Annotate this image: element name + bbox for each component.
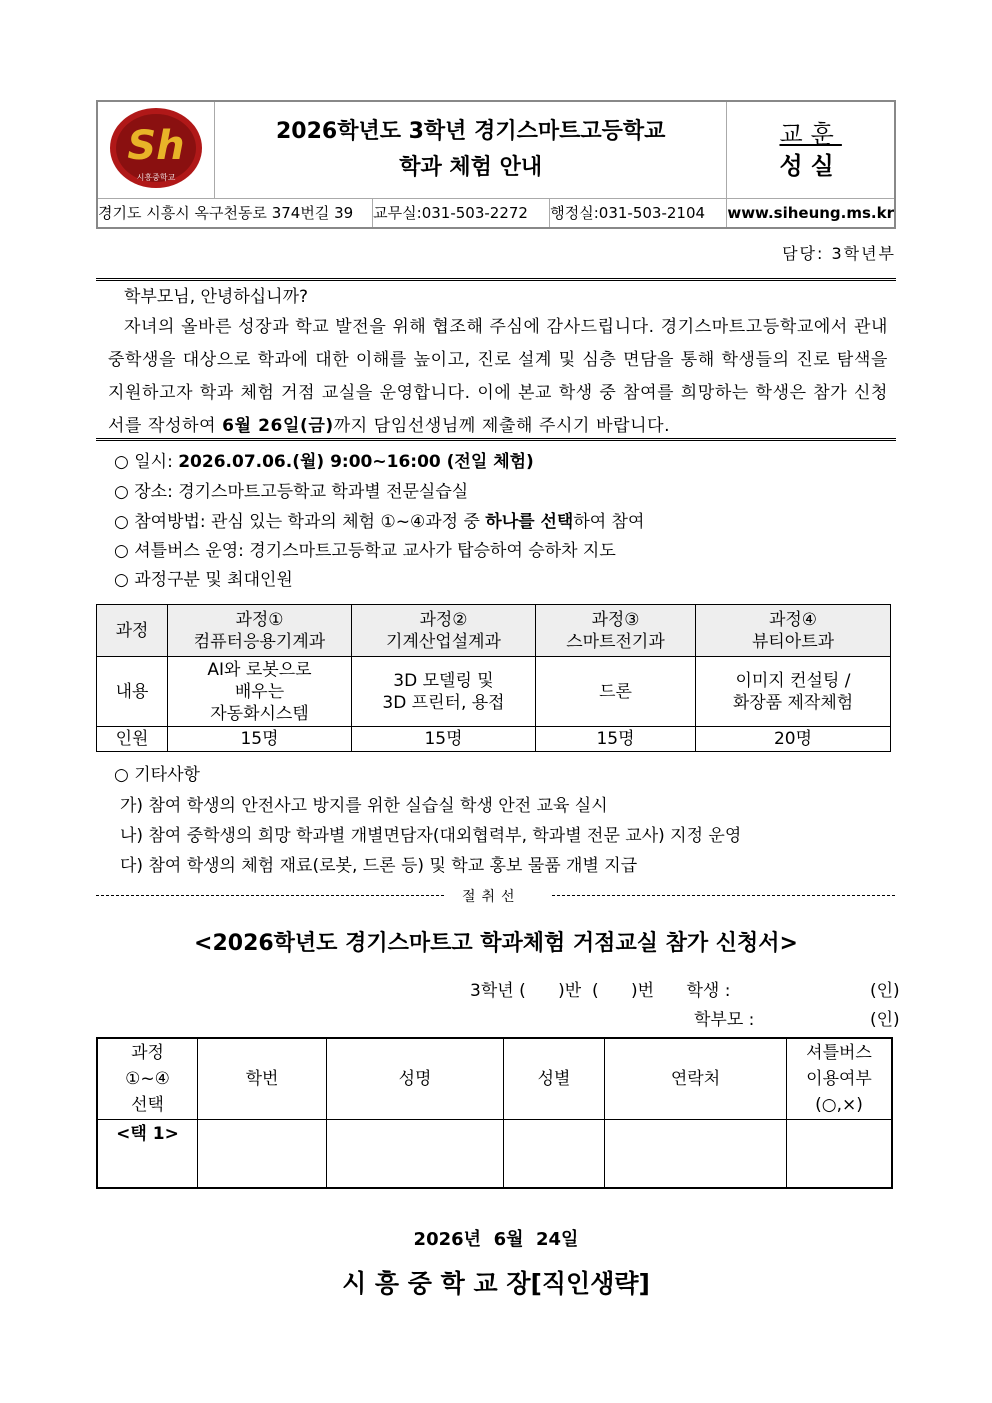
course-select-header	[97, 1038, 198, 1120]
contact-cell[interactable]	[605, 1120, 787, 1188]
content-line: 이미지 컨설팅 /	[735, 670, 851, 691]
content-line: 배우는	[234, 681, 285, 702]
detail-method	[114, 508, 644, 537]
letter-body-text: 자녀의 올바른 성장과 학교 발전을 위해 협조해 주심에 감사드립니다. 경기스마트고등학교에서 관내 중학생을 대상으로 학과에 대한 이해를 높이고, 진로 설계 및 심층 면담을 통해 학생들의 진로 탐색을 지원하고자 학과 체험 거점 교실을 운영합니다. 이에 본교 학생 중 참여를 희망하는 학생은 참가 신청서를 작성하여	[108, 317, 888, 436]
course-3-dept: 스마트전기과	[566, 631, 665, 652]
course-3-header	[536, 605, 696, 657]
others-item: 나) 참여 중학생의 희망 학과별 개별면담자(대외협력부, 학과별 전문 교사) 지정 운영	[120, 826, 742, 846]
content-line: 화장품 제작체험	[732, 692, 854, 713]
principal: 시 흥 중 학 교 장[직인생략]	[342, 1269, 650, 1298]
others-item: 다) 참여 학생의 체험 재료(로봇, 드론 등) 및 학교 홍보 물품 개별 지급	[120, 856, 638, 876]
course-1-people: 15명	[168, 727, 352, 752]
cut-line-left	[96, 895, 444, 896]
course-heading: ○ 과정구분 및 최대인원	[114, 570, 293, 590]
student-seal: (인)	[870, 981, 900, 1001]
letter-body-end: 까지 담임선생님께 제출해 주시기 바랍니다.	[333, 416, 671, 436]
header-line: 선택	[131, 1095, 164, 1115]
manager: 담당: 3학년부	[782, 244, 896, 263]
parent-seal: (인)	[870, 1010, 900, 1030]
school-motto	[727, 101, 895, 199]
course-4-header	[696, 605, 891, 657]
course-choice-cell[interactable]	[97, 1120, 198, 1188]
course-2-people: 15명	[352, 727, 536, 752]
choice-label: <택 1>	[116, 1124, 179, 1144]
course-1-num: 과정①	[235, 609, 284, 630]
greeting: 학부모님, 안녕하십니까?	[124, 287, 309, 307]
contact-header: 연락처	[605, 1038, 787, 1120]
header-line: (○,×)	[815, 1095, 863, 1115]
course-3-num: 과정③	[591, 609, 640, 630]
content-line: 3D 모델링 및	[393, 670, 494, 691]
motto-label: 교훈	[779, 120, 842, 148]
course-2-dept: 기계산업설계과	[386, 631, 501, 652]
date-label: ○ 일시:	[114, 452, 179, 472]
title-line-1: 2026학년도 3학년 경기스마트고등학교	[275, 119, 666, 144]
course-col-header: 과정	[97, 605, 168, 657]
website: www.siheung.ms.kr	[727, 199, 895, 229]
people-row-header: 인원	[97, 727, 168, 752]
school-logo	[97, 101, 215, 199]
address: 경기도 시흥시 옥구천동로 374번길 39	[97, 199, 373, 229]
content-row-header: 내용	[97, 657, 168, 727]
course-4-num: 과정④	[768, 609, 818, 630]
detail-place: ○ 장소: 경기스마트고등학교 학과별 전문실습실	[114, 482, 469, 502]
others-item: 가) 참여 학생의 안전사고 방지를 위한 실습실 학생 안전 교육 실시	[120, 796, 608, 816]
admin-phone: 행정실:031-503-2104	[550, 199, 727, 229]
content-line: 3D 프린터, 용접	[382, 692, 505, 713]
cut-line-label: 절취선	[462, 889, 521, 905]
parent-line: 학부모 :	[694, 1010, 755, 1030]
detail-bus: ○ 셔틀버스 운영: 경기스마트고등학교 교사가 탑승하여 승하차 지도	[114, 541, 616, 561]
student-id-cell[interactable]	[198, 1120, 327, 1188]
method-bold: 하나를 선택	[485, 512, 574, 532]
motto-value: 성실	[779, 152, 842, 180]
content-line: 자동화시스템	[210, 703, 309, 724]
name-cell[interactable]	[327, 1120, 504, 1188]
header-line: 셔틀버스	[806, 1043, 872, 1063]
title-line-2: 학과 체험 안내	[399, 155, 543, 180]
course-table	[96, 604, 891, 752]
application-table	[96, 1037, 893, 1189]
content-line: 드론	[599, 681, 632, 702]
date-value: 2026.07.06.(월) 9:00~16:00 (전일 체험)	[178, 452, 534, 472]
course-4-dept: 뷰티아트과	[751, 631, 835, 652]
header-line: 이용여부	[806, 1069, 872, 1089]
logo-text: Sh	[127, 122, 185, 169]
course-1-content	[168, 657, 352, 727]
application-title: <2026학년도 경기스마트고 학과체험 거점교실 참가 신청서>	[194, 931, 798, 956]
others-heading: ○ 기타사항	[114, 765, 200, 785]
logo-sub: 시흥중학교	[136, 172, 176, 182]
cut-line-right	[552, 895, 895, 896]
course-4-people: 20명	[696, 727, 891, 752]
method-end: 하여 참여	[573, 512, 645, 532]
header-line: ①~④	[125, 1069, 170, 1089]
course-1-header	[168, 605, 352, 657]
divider	[96, 438, 896, 441]
course-3-people: 15명	[536, 727, 696, 752]
detail-date	[114, 448, 534, 477]
letterhead	[96, 100, 896, 229]
letter-body	[108, 311, 888, 443]
course-2-content	[352, 657, 536, 727]
student-line: 3학년 ( )반 ( )번 학생 :	[470, 981, 731, 1001]
issue-date: 2026년 6월 24일	[413, 1229, 579, 1250]
course-4-content	[696, 657, 891, 727]
document-title	[215, 101, 727, 199]
header-line: 과정	[131, 1043, 164, 1063]
gender-cell[interactable]	[504, 1120, 605, 1188]
bus-header	[787, 1038, 893, 1120]
course-1-dept: 컴퓨터응용기계과	[193, 631, 326, 652]
content-line: AI와 로봇으로	[207, 659, 312, 680]
deadline: 6월 26일(금)	[222, 416, 334, 436]
course-3-content	[536, 657, 696, 727]
bus-cell[interactable]	[787, 1120, 893, 1188]
office-phone: 교무실:031-503-2272	[373, 199, 550, 229]
gender-header: 성별	[504, 1038, 605, 1120]
course-2-num: 과정②	[419, 609, 468, 630]
course-2-header	[352, 605, 536, 657]
method-text: ○ 참여방법: 관심 있는 학과의 체험 ①~④과정 중	[114, 512, 486, 532]
name-header: 성명	[327, 1038, 504, 1120]
student-id-header: 학번	[198, 1038, 327, 1120]
